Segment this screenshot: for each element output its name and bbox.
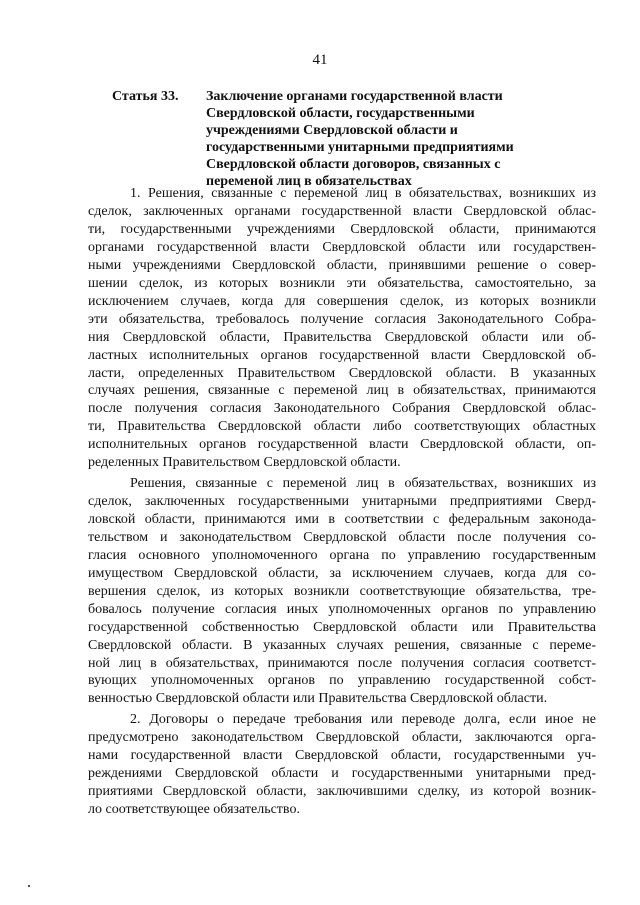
- paragraph-line: венностью Свердловской области или Правительства Свердловской области.: [88, 691, 548, 707]
- paragraph-line: ловской области, принимаются ими в соответствии с федеральным законода-: [88, 511, 596, 527]
- paragraph-line: сделок, заключенных государственными унитарными предприятиями Сверд-: [88, 493, 596, 509]
- paragraph-line: Решения, связанные с переменой лиц в обязательствах, возникших из: [130, 476, 596, 491]
- article-title-line: Свердловской области договоров, связанных с: [206, 157, 501, 172]
- article-title-line: Заключение органами государственной власти: [206, 89, 503, 104]
- paragraph-line: органами государственной власти Свердловской области или государствен-: [88, 239, 596, 255]
- paragraph-line: случаях решения, связанные с переменой лиц в обязательствах, принимаются: [88, 383, 596, 399]
- paragraph-line: ти, Правительства Свердловской области либо соответствующих областных: [88, 419, 596, 435]
- paragraph-line: вершения сделок, из которых возникли соответствующие обязательства, тре-: [88, 583, 596, 599]
- page-number: 41: [312, 52, 328, 68]
- paragraph-line: вующих уполномоченных органов по управлению государственной собст-: [88, 673, 596, 689]
- paragraph-line: бовалось получение согласия иных уполномоченных органов по управлению: [88, 601, 596, 617]
- paragraph-line: ластных исполнительных органов государственной власти Свердловской об-: [88, 347, 596, 363]
- paragraph-line: государственной собственностью Свердловской области или Правительства: [88, 619, 596, 635]
- paragraph-line: исключением случаев, когда для совершения сделок, из которых возникли: [88, 293, 596, 309]
- paragraph-line: реждениями Свердловской области и государственными унитарными пред-: [88, 765, 596, 781]
- paragraph-line: 1. Решения, связанные с переменой лиц в обязательствах, возникших из: [130, 186, 596, 201]
- article-title: [206, 88, 572, 190]
- article-title-line: переменой лиц в обязательствах: [206, 174, 412, 189]
- paragraph-2: [88, 475, 596, 708]
- paragraph-line: приятиями Свердловской области, заключившими сделку, из которой возник-: [88, 783, 596, 799]
- paragraph-line: исполнительных органов государственной власти Свердловской области, оп-: [88, 437, 596, 453]
- paragraph-line: ло соответствующее обязательство.: [88, 801, 300, 817]
- paragraph-line: имуществом Свердловской области, за исключением случаев, когда для со-: [88, 565, 596, 581]
- paragraph-line: предусмотрено законодательством Свердловской области, заключаются орга-: [88, 729, 596, 745]
- paragraph-line: ти, государственными учреждениями Свердловской области, принимаются: [88, 221, 596, 237]
- paragraph-line: Свердловской области. В указанных случаях решения, связанные с переме-: [88, 637, 596, 653]
- article-title-line: государственными унитарными предприятиями: [206, 140, 514, 155]
- article-heading: [112, 88, 572, 190]
- article-title-line: Свердловской области, государственными: [206, 106, 475, 121]
- paragraph-line: ной лиц в обязательствах, принимаются после получения согласия соответст-: [88, 655, 596, 671]
- paragraph-line: ласти, определенных Правительством Свердловской области. В указанных: [88, 365, 596, 381]
- paragraph-line: ределенных Правительством Свердловской области.: [88, 455, 401, 471]
- paragraph-line: ными учреждениями Свердловской области, принявшими решение о совер-: [88, 257, 596, 273]
- article-label: Статья 33.: [112, 89, 179, 104]
- paragraph-line: нами государственной власти Свердловской области, государственными уч-: [88, 747, 596, 763]
- paragraph-3: [88, 711, 596, 819]
- paragraph-line: шении сделок, из которых возникли эти обязательства, самостоятельно, за: [88, 275, 596, 291]
- paragraph-line: сделок, заключенных органами государственной власти Свердловской облас-: [88, 203, 596, 219]
- paragraph-line: гласия основного уполномоченного органа по управлению государственным: [88, 547, 596, 563]
- paragraph-line: ния Свердловской области, Правительства Свердловской области или об-: [88, 329, 596, 345]
- paragraph-1: [88, 185, 596, 472]
- paragraph-line: эти обязательства, требовалось получение согласия Законодательного Собра-: [88, 311, 596, 327]
- scan-speck: [28, 885, 30, 887]
- article-heading-row: [112, 88, 572, 190]
- paragraph-line: после получения согласия Законодательного Собрания Свердловской облас-: [88, 401, 596, 417]
- article-title-line: учреждениями Свердловской области и: [206, 123, 458, 138]
- paragraph-line: тельством и законодательством Свердловской области после получения со-: [88, 529, 596, 545]
- paragraph-line: 2. Договоры о передаче требования или переводе долга, если иное не: [130, 712, 596, 727]
